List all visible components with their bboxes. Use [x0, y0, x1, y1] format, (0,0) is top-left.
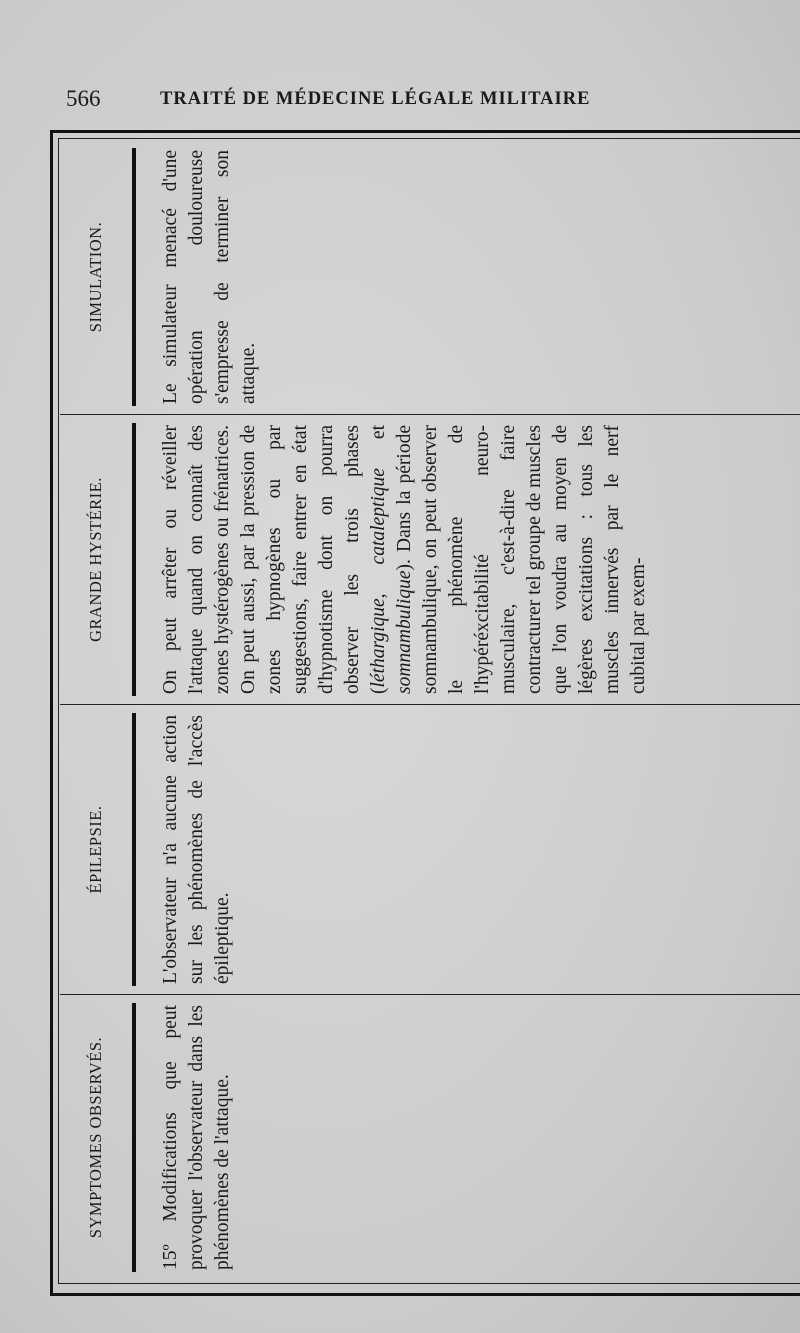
text-run: ). Dans la période somnambulique, on peut observer le phénomène de l'hypéréxcitabilité neuro-musculaire, c'est-à-dire faire contracturer tel groupe de muscles que l'on voudra au moyen de légères excitations : tous les muscles innervés par le nerf cubital par exem- — [394, 425, 649, 694]
column-text-epilepsy: L'observateur n'a aucune action sur les phénomènes de l'accès épileptique. — [160, 715, 233, 984]
text-run: On peut arrêter ou réveiller l'attaque quand on connaît des zones hystérogènes ou frénatrices. On peut aussi, par la pression de zones hypnogènes ou par suggestions, faire entrer en état d'hypnotisme dont on pourra observer les trois phases ( — [160, 425, 389, 694]
italic-term-lethargique: léthargique — [368, 598, 389, 688]
text-run: , — [368, 564, 389, 599]
column-heading-hysteria: GRANDE HYSTÉRIE. — [86, 477, 105, 642]
text-run: et — [368, 425, 389, 469]
page-number: 566 — [66, 86, 101, 111]
column-heading-epilepsy: ÉPILEPSIE. — [86, 805, 105, 894]
column-hysteria — [60, 415, 800, 705]
running-head: TRAITÉ DE MÉDECINE LÉGALE MILITAIRE — [160, 89, 591, 109]
column-heading-simulation: SIMULATION. — [86, 221, 105, 333]
column-text-symptoms: 15º Modifications que peut provoquer l'observateur dans les phénomènes de l'attaque. — [160, 1005, 233, 1270]
heading-rule — [132, 423, 136, 696]
italic-term-somnambulique: somnambulique — [394, 570, 415, 694]
italic-term-cataleptique: cataleptique — [368, 468, 389, 565]
heading-rule — [132, 148, 136, 406]
heading-rule — [132, 1003, 136, 1272]
column-text-simulation: Le simulateur menacé d'une opération douloureuse s'empresse de terminer son attaque. — [160, 150, 259, 404]
column-symptoms — [60, 995, 800, 1280]
column-epilepsy — [60, 705, 800, 995]
column-heading-symptoms: SYMPTOMES OBSERVÉS. — [86, 1036, 105, 1239]
column-text-hysteria — [158, 425, 652, 694]
column-simulation — [60, 140, 800, 415]
rotated-comparison-table — [60, 140, 800, 1280]
heading-rule — [132, 713, 136, 986]
